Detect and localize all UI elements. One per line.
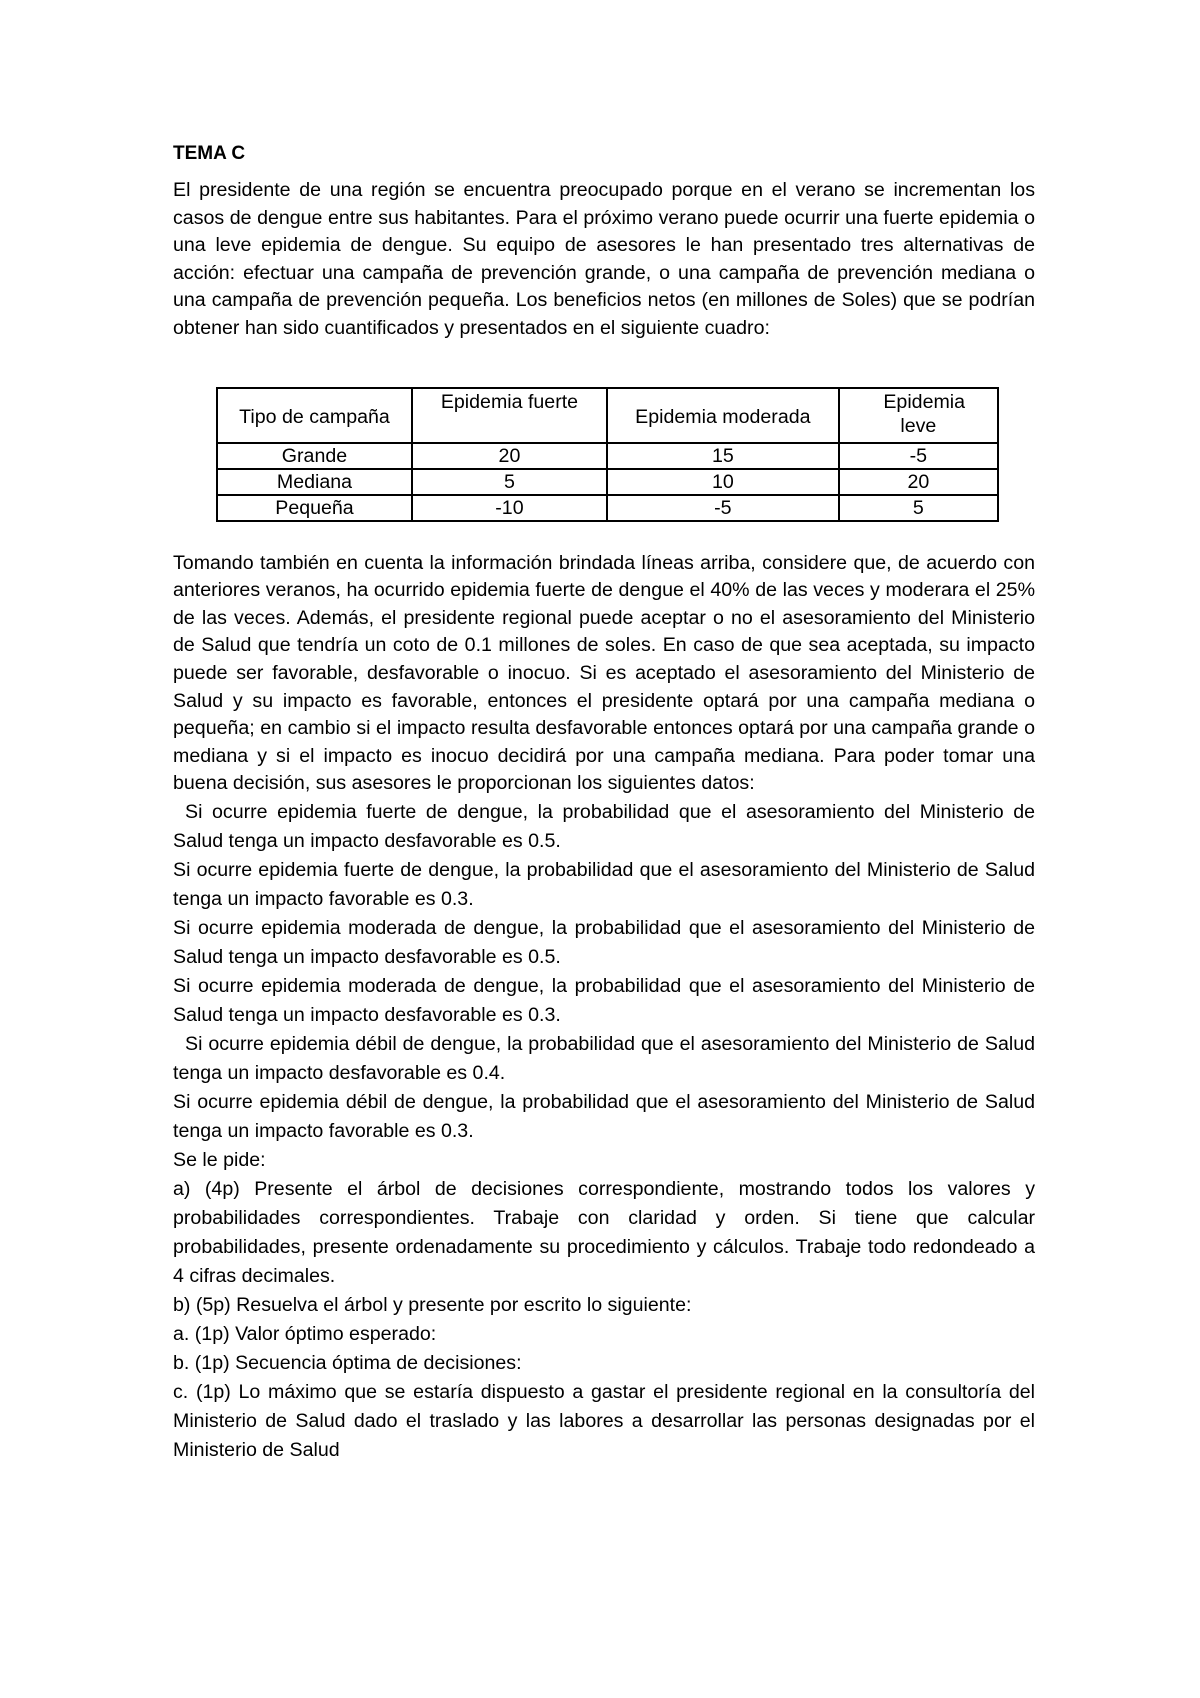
table-row	[217, 469, 998, 495]
question-item: b. (1p) Secuencia óptima de decisiones:	[173, 1351, 522, 1374]
table-cell: 20	[839, 469, 998, 495]
table-header-row	[217, 388, 998, 443]
document-page	[173, 142, 1035, 1465]
question-item: a) (4p) Presente el árbol de decisiones correspondiente, mostrando todos los valores y probabilidades correspondientes. Trabaje con claridad y orden. Si tiene que calcular probabilidades, presente ordenadamente su procedimiento y cálculos. Trabaje todo redondeado a 4 cifras decimales.	[173, 1177, 1035, 1287]
header-campaign-type: Tipo de campaña	[217, 388, 412, 443]
benefits-table	[216, 387, 999, 522]
request-label: Se le pide:	[173, 1148, 266, 1171]
table-cell: 15	[607, 443, 839, 469]
data-item: Si ocurre epidemia moderada de dengue, la probabilidad que el asesoramiento del Ministerio de Salud tenga un impacto desfavorable es 0.5.	[173, 916, 1035, 968]
benefits-table-wrap	[216, 387, 1035, 522]
question-item: a. (1p) Valor óptimo esperado:	[173, 1322, 437, 1345]
data-item: Si ocurre epidemia moderada de dengue, la probabilidad que el asesoramiento del Ministerio de Salud tenga un impacto desfavorable es 0.3.	[173, 974, 1035, 1026]
data-item: Si ocurre epidemia débil de dengue, la probabilidad que el asesoramiento del Ministerio de Salud tenga un impacto favorable es 0.3.	[173, 1090, 1035, 1142]
header-strong-epidemic: Epidemia fuerte	[412, 388, 607, 443]
table-cell: Grande	[217, 443, 412, 469]
header-mild-epidemic	[839, 388, 998, 443]
table-row	[217, 443, 998, 469]
header-moderate-epidemic: Epidemia moderada	[607, 388, 839, 443]
table-row	[217, 495, 998, 521]
table-cell: -5	[839, 443, 998, 469]
table-cell: 20	[412, 443, 607, 469]
table-cell: 5	[412, 469, 607, 495]
data-item: Si ocurre epidemia fuerte de dengue, la probabilidad que el asesoramiento del Ministerio de Salud tenga un impacto favorable es 0.3.	[173, 858, 1035, 910]
header-mild-epidemic-label: Epidemia leve	[883, 390, 966, 437]
page-title: TEMA C	[173, 143, 246, 164]
table-cell: Pequeña	[217, 495, 412, 521]
intro-paragraph: El presidente de una región se encuentra preocupado porque en el verano se incrementan los casos de dengue entre sus habitantes. Para el próximo verano puede ocurrir una fuerte epidemia o una leve epidemia de dengue. Su equipo de asesores le han presentado tres alternativas de acción: efectuar una campaña de prevención grande, o una campaña de prevención mediana o una campaña de prevención pequeña. Los beneficios netos (en millones de Soles) que se podrían obtener han sido cuantificados y presentados en el siguiente cuadro:	[173, 179, 1035, 339]
table-cell: 10	[607, 469, 839, 495]
question-item: c. (1p) Lo máximo que se estaría dispuesto a gastar el presidente regional en la consultoría del Ministerio de Salud dado el traslado y las labores a desarrollar las personas designadas por el Ministerio de Salud	[173, 1380, 1035, 1461]
data-item: Si ocurre epidemia débil de dengue, la probabilidad que el asesoramiento del Ministerio de Salud tenga un impacto desfavorable es 0.4.	[173, 1032, 1035, 1084]
table-cell: Mediana	[217, 469, 412, 495]
table-cell: 5	[839, 495, 998, 521]
data-item: Si ocurre epidemia fuerte de dengue, la probabilidad que el asesoramiento del Ministerio de Salud tenga un impacto desfavorable es 0.5.	[173, 800, 1035, 852]
context-paragraph: Tomando también en cuenta la información brindada líneas arriba, considere que, de acuerdo con anteriores veranos, ha ocurrido epidemia fuerte de dengue el 40% de las veces y moderara el 25% de las veces. Además, el presidente regional puede aceptar o no el asesoramiento del Ministerio de Salud que tendría un coto de 0.1 millones de soles. En caso de que sea aceptada, su impacto puede ser favorable, desfavorable o inocuo. Si es aceptado el asesoramiento del Ministerio de Salud y su impacto es favorable, entonces el presidente optará por una campaña mediana o pequeña; en cambio si el impacto resulta desfavorable entonces optará por una campaña grande o mediana y si el impacto es inocuo decidirá por una campaña mediana. Para poder tomar una buena decisión, sus asesores le proporcionan los siguientes datos:	[173, 551, 1035, 795]
table-cell: -5	[607, 495, 839, 521]
table-cell: -10	[412, 495, 607, 521]
question-item: b) (5p) Resuelva el árbol y presente por escrito lo siguiente:	[173, 1293, 692, 1316]
